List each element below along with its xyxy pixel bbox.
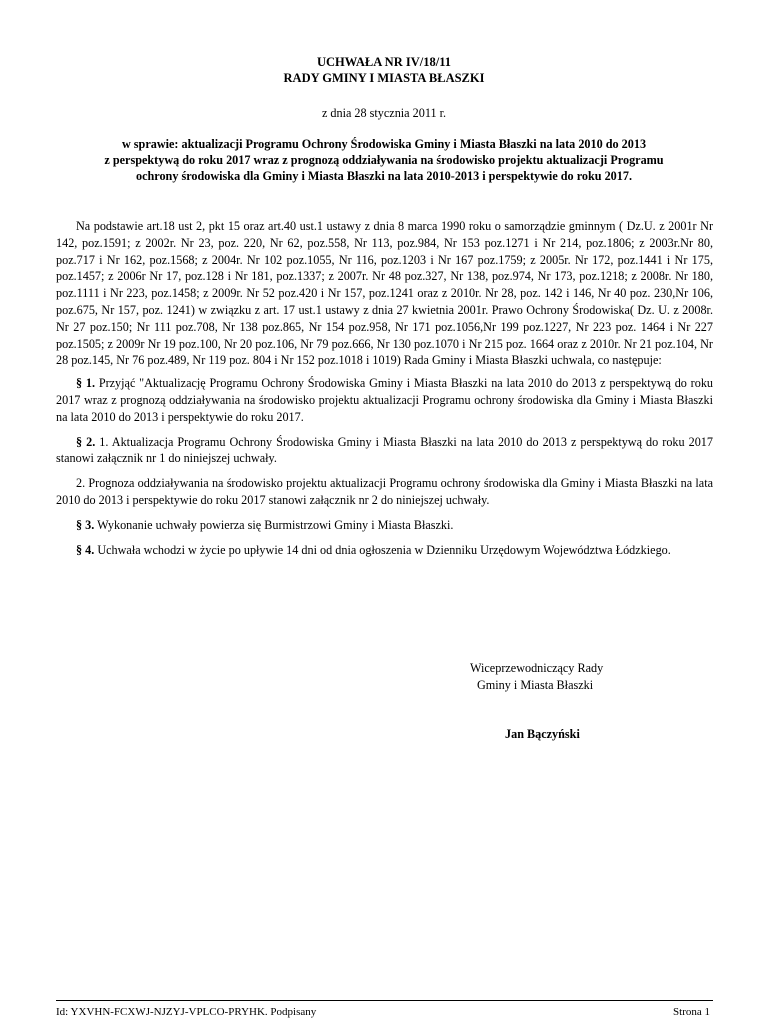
legal-basis-paragraph: Na podstawie art.18 ust 2, pkt 15 oraz art.40 ust.1 ustawy z dnia 8 marca 1990 roku o samorządzie gminnym ( Dz.U. z 2001r Nr 142, poz.1591; z 2002r. Nr 23, poz. 220, Nr 62, poz.558, Nr 113, poz.984, Nr 153 poz.1271 i Nr 214, poz.1806; z 2003r.Nr 80, poz.717 i Nr 162, poz.1568; z 2004r. Nr 102 poz.1055, Nr 116, poz.1203 i Nr 167 poz.1759; z 2005r. Nr 172, poz.1441 i Nr 175, poz.1457; z 2006r Nr 17, poz.128 i Nr 181, poz.1337; z 2007r. Nr 48 poz.327, Nr 138, poz.974, Nr 173, poz.1218; z 2008r. Nr 180, poz.1111 i Nr 223, poz.1458; z 2009r. Nr 52 poz.420 i Nr 157, poz.1241 oraz z 2010r. Nr 28, poz. 142 i 146, Nr 40 poz. 230,Nr 106, poz.675, Nr 157, poz. 1241) w związku z art. 17 ust.1 ustawy z dnia 27 kwietnia 2001r. Prawo Ochrony Środowiska( Dz. U. z 2008r. Nr 27 poz.150; Nr 111 poz.708, Nr 138 poz.865, Nr 154 poz.958, Nr 171 poz.1056,Nr 199 poz.1227, Nr 223 poz. 1464 i Nr 227 poz.1505; z 2009r Nr 19 poz.100, Nr 20 poz.106, Nr 79 poz.666, Nr 130 poz.1070 i Nr 215 poz. 1664 oraz z 2010r. Nr 21 poz.104, Nr 28 poz.145, Nr 76 poz.489, Nr 119 poz. 804 i Nr 152 poz.1018 i 1019) Rada Gminy i Miasta Błaszki uchwala, co następuje:	[56, 219, 713, 368]
section-label: § 4.	[76, 542, 95, 557]
section-text: Wykonanie uchwały powierza się Burmistrzowi Gminy i Miasta Błaszki.	[94, 517, 454, 532]
footer-divider	[56, 1000, 713, 1001]
section-label: § 2.	[76, 434, 96, 449]
section-text: Uchwała wchodzi w życie po upływie 14 dni od dnia ogłoszenia w Dzienniku Urzędowym Województwa Łódzkiego.	[94, 542, 671, 557]
section-text: Przyjąć "Aktualizację Programu Ochrony Środowiska Gminy i Miasta Błaszki na lata 2010 do 2013 z perspektywą do roku 2017 wraz z prognozą oddziaływania na środowisko projektu aktualizacji Programu ochrony środowiska dla Gminy i Miasta Błaszki na lata 2010 do 2013 i perspektywie do roku 2017.	[56, 376, 714, 424]
subject-line: ochrony środowiska dla Gminy i Miasta Błaszki na lata 2010-2013 i perspektywie do roku 2017.	[135, 169, 632, 183]
signatory-council: Gminy i Miasta Błaszki	[477, 678, 594, 692]
subject-line: z perspektywą do roku 2017 wraz z prognozą oddziaływania na środowisko projektu aktualizacji Programu	[104, 153, 664, 167]
resolution-subject	[56, 136, 712, 184]
resolution-body	[56, 218, 713, 566]
council-name: RADY GMINY I MIASTA BŁASZKI	[283, 71, 485, 85]
document-id: Id: YXVHN-FCXWJ-NJZYJ-VPLCO-PRYHK. Podpisany	[56, 1006, 317, 1018]
section-text: 1. Aktualizacja Programu Ochrony Środowiska Gminy i Miasta Błaszki na lata 2010 do 2013 z perspektywą do roku 2017 stanowi załącznik nr 1 do niniejszej uchwały.	[56, 434, 713, 466]
section-2	[56, 434, 713, 468]
section-3	[56, 517, 713, 534]
subject-line: w sprawie: aktualizacji Programu Ochrony Środowiska Gminy i Miasta Błaszki na lata 2010 do 2013	[121, 137, 647, 151]
section-2-point-2: 2. Prognoza oddziaływania na środowisko projektu aktualizacji Programu ochrony środowiska dla Gminy i Miasta Błaszki na lata 2010 do 2013 i perspektywie do roku 2017 stanowi załącznik nr 2 do niniejszej uchwały.	[56, 476, 713, 507]
signatory-role: Wiceprzewodniczący Rady	[470, 661, 604, 675]
resolution-number: UCHWAŁA NR IV/18/11	[316, 55, 452, 69]
section-4	[56, 542, 713, 559]
section-label: § 3.	[76, 517, 95, 532]
signatory-name: Jan Bączyński	[505, 727, 580, 741]
section-1	[56, 375, 713, 425]
page-number: Strona 1	[673, 1006, 710, 1018]
resolution-date: z dnia 28 stycznia 2011 r.	[321, 106, 447, 120]
section-label: § 1.	[76, 376, 96, 391]
